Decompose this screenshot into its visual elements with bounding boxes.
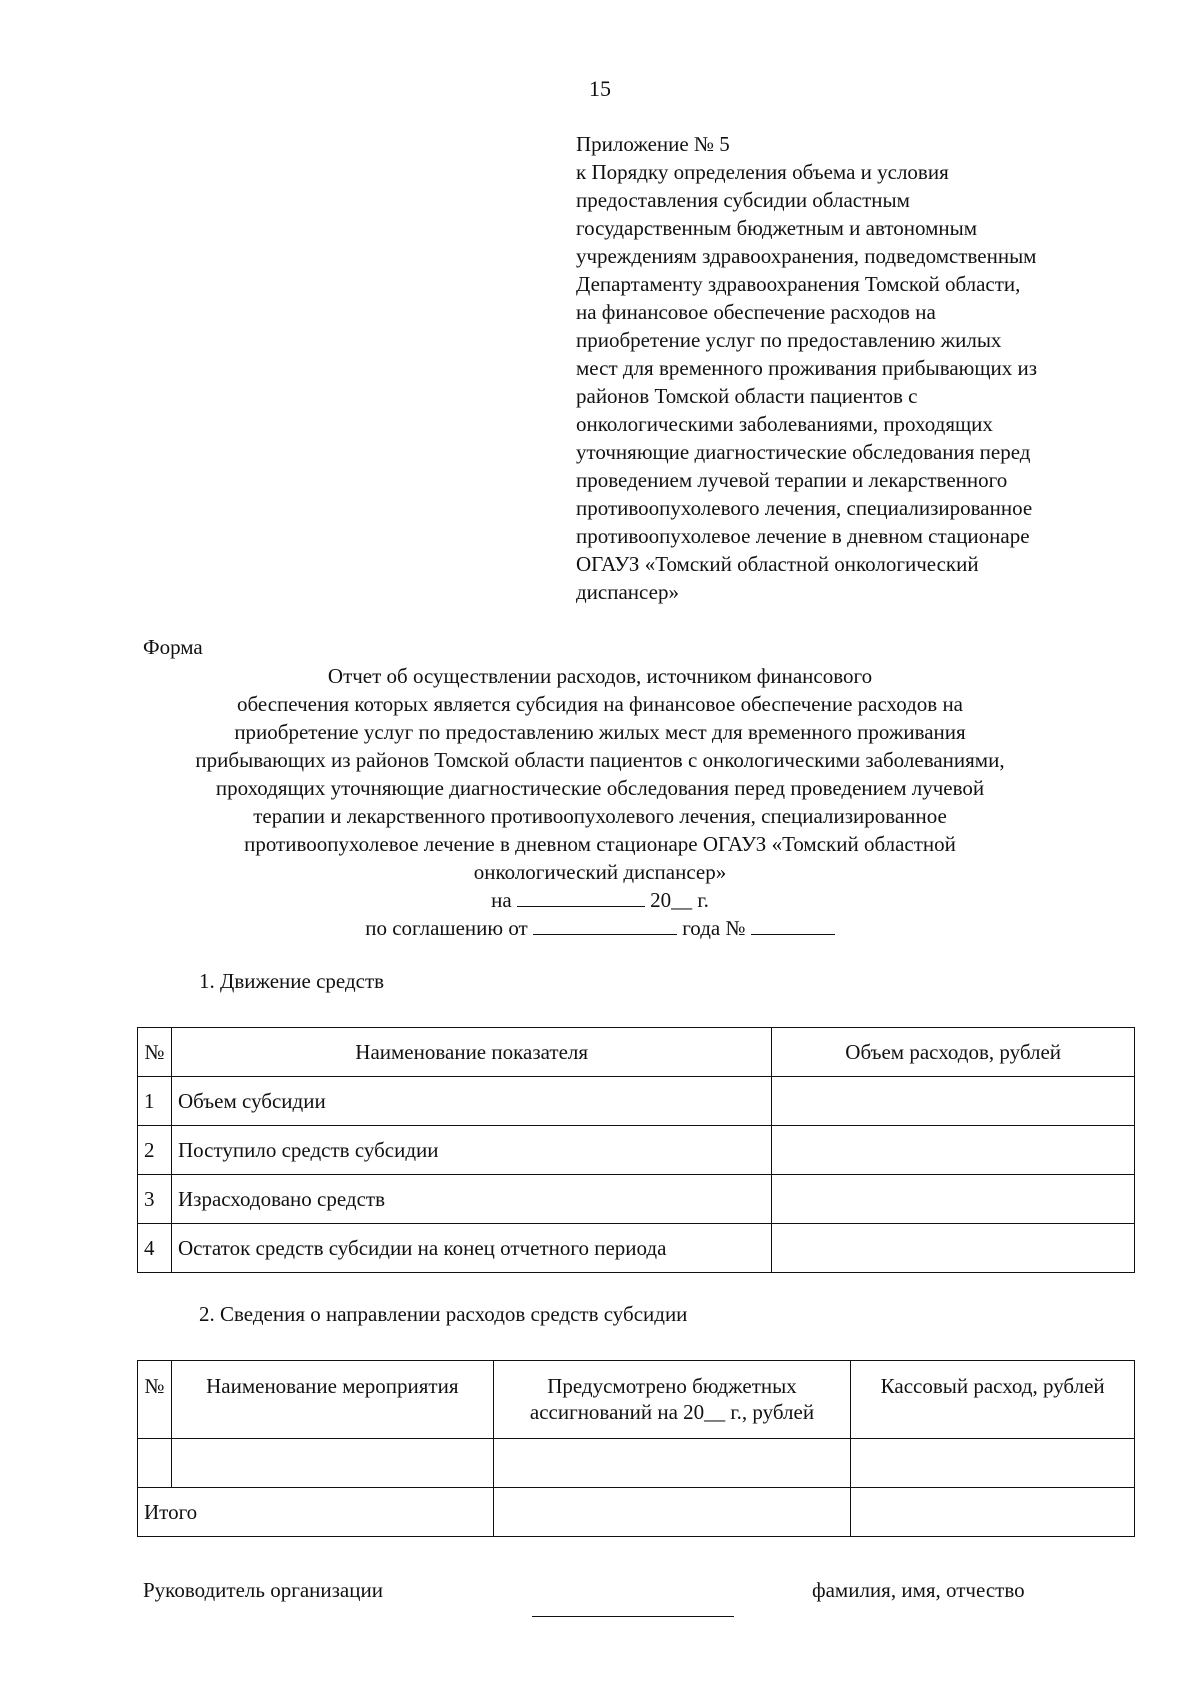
appendix-line: онкологическими заболеваниями, проходящих xyxy=(576,412,993,436)
row-value[interactable] xyxy=(772,1224,1135,1273)
table-row xyxy=(138,1077,1135,1126)
agreement-mid: года № xyxy=(682,916,746,940)
appendix-line: мест для временного проживания прибывающих из xyxy=(576,356,1038,380)
appendix-line: противоопухолевое лечение в дневном стационаре xyxy=(576,524,1030,548)
signature-line[interactable] xyxy=(532,1616,734,1617)
appendix-line: приобретение услуг по предоставлению жилых xyxy=(576,328,1002,352)
row-number: 2 xyxy=(138,1126,172,1175)
cell-cash-expense[interactable] xyxy=(851,1439,1135,1488)
col-activity: Наименование мероприятия xyxy=(171,1361,493,1439)
agreement-line xyxy=(0,914,1200,942)
title-line: приобретение услуг по предоставлению жилых мест для временного проживания xyxy=(234,720,966,744)
appendix-line: учреждениям здравоохранения, подведомственным xyxy=(576,244,1037,268)
appendix-line: ОГАУЗ «Томский областной онкологический xyxy=(576,552,979,576)
appendix-line: к Порядку определения объема и условия xyxy=(576,160,949,184)
title-line: Отчет об осуществлении расходов, источником финансового xyxy=(327,664,873,688)
col-cash-expense: Кассовый расход, рублей xyxy=(851,1361,1135,1439)
signature-fio-label: фамилия, имя, отчество xyxy=(812,1578,1025,1602)
table-row xyxy=(138,1175,1135,1224)
col-number: № xyxy=(138,1028,172,1077)
cell-allocations[interactable] xyxy=(493,1439,851,1488)
appendix-line: диспансер» xyxy=(576,580,679,604)
appendix-line: проведением лучевой терапии и лекарственного xyxy=(576,468,1008,492)
appendix-header xyxy=(576,130,1176,606)
row-name: Остаток средств субсидии на конец отчетного периода xyxy=(171,1224,771,1273)
table-row xyxy=(138,1126,1135,1175)
report-title xyxy=(0,662,1200,942)
total-row xyxy=(138,1488,1135,1537)
page-number: 15 xyxy=(589,76,611,101)
title-line: проходящих уточняющие диагностические обследования перед проведением лучевой xyxy=(215,776,985,800)
col-indicator: Наименование показателя xyxy=(171,1028,771,1077)
row-value[interactable] xyxy=(772,1126,1135,1175)
appendix-line: предоставления субсидии областным xyxy=(576,188,910,212)
col-allocations: Предусмотрено бюджетных ассигнований на 20__ г., рублей xyxy=(493,1361,851,1439)
table-row xyxy=(138,1224,1135,1273)
title-line: противоопухолевое лечение в дневном стационаре ОГАУЗ «Томский областной xyxy=(244,832,956,856)
table-header-row xyxy=(138,1028,1135,1077)
title-line: онкологический диспансер» xyxy=(473,860,727,884)
col-number: № xyxy=(138,1361,172,1439)
title-line: терапии и лекарственного противоопухолевого лечения, специализированное xyxy=(253,804,947,828)
section2-heading: 2. Сведения о направлении расходов средств субсидии xyxy=(199,1302,688,1326)
appendix-line: Приложение № 5 xyxy=(576,132,730,156)
title-line: обеспечения которых является субсидия на финансовое обеспечение расходов на xyxy=(236,692,964,716)
total-allocations[interactable] xyxy=(493,1488,851,1537)
appendix-line: государственным бюджетным и автономным xyxy=(576,216,978,240)
row-value[interactable] xyxy=(772,1077,1135,1126)
title-line: прибывающих из районов Томской области пациентов с онкологическими заболеваниями, xyxy=(195,748,1005,772)
date-blank[interactable] xyxy=(517,886,645,907)
row-name: Поступило средств субсидии xyxy=(171,1126,771,1175)
cell-activity[interactable] xyxy=(171,1439,493,1488)
agreement-date-blank[interactable] xyxy=(533,914,677,935)
section1-heading: 1. Движение средств xyxy=(199,969,385,993)
funds-movement-table xyxy=(137,1027,1135,1273)
row-value[interactable] xyxy=(772,1175,1135,1224)
expense-directions-table xyxy=(137,1360,1135,1537)
appendix-line: Департаменту здравоохранения Томской области, xyxy=(576,272,1021,296)
appendix-line: противоопухолевого лечения, специализированное xyxy=(576,496,1033,520)
appendix-line: районов Томской области пациентов с xyxy=(576,384,918,408)
row-name: Объем субсидии xyxy=(171,1077,771,1126)
date-prefix: на xyxy=(491,888,512,912)
row-name: Израсходовано средств xyxy=(171,1175,771,1224)
table-header-row xyxy=(138,1361,1135,1439)
signature-label: Руководитель организации xyxy=(143,1578,383,1602)
report-date-line xyxy=(0,886,1200,914)
agreement-number-blank[interactable] xyxy=(751,914,835,935)
col-expenses: Объем расходов, рублей xyxy=(772,1028,1135,1077)
total-label: Итого xyxy=(138,1488,494,1537)
row-number: 3 xyxy=(138,1175,172,1224)
row-number: 1 xyxy=(138,1077,172,1126)
date-year: 20__ г. xyxy=(650,888,709,912)
appendix-line: на финансовое обеспечение расходов на xyxy=(576,300,936,324)
cell-number[interactable] xyxy=(138,1439,172,1488)
agreement-prefix: по соглашению от xyxy=(365,916,528,940)
appendix-line: уточняющие диагностические обследования перед xyxy=(576,440,1031,464)
total-cash-expense[interactable] xyxy=(851,1488,1135,1537)
table-row xyxy=(138,1439,1135,1488)
row-number: 4 xyxy=(138,1224,172,1273)
form-label: Форма xyxy=(143,635,203,659)
